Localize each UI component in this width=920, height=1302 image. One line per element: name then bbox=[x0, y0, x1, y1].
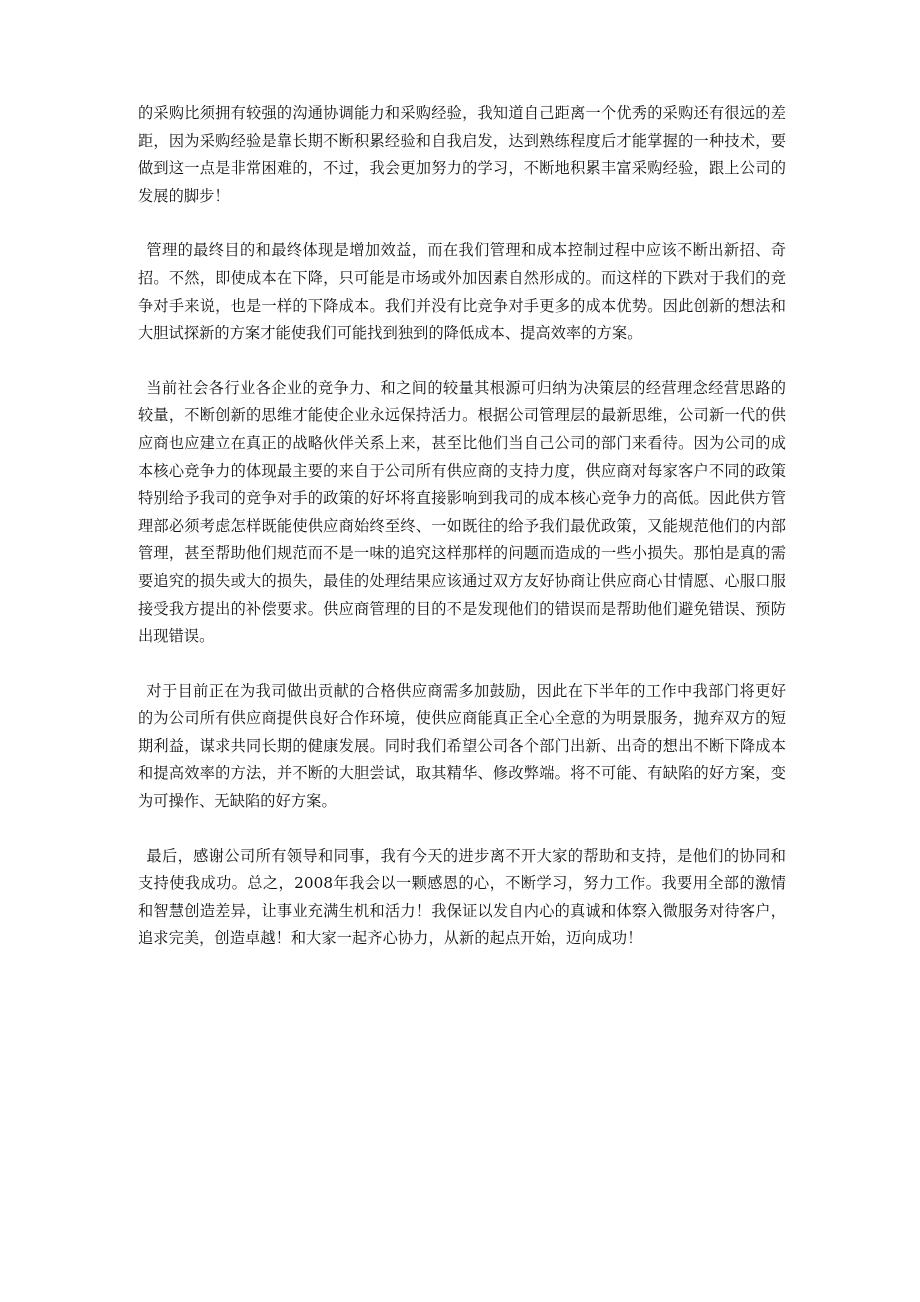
document-body bbox=[138, 100, 786, 980]
paragraph-1: 的采购比须拥有较强的沟通协调能力和采购经验，我知道自己距离一个优秀的采购还有很远的差距，因为采购经验是靠长期不断积累经验和自我启发，达到熟练程度后才能掌握的一种技术，要做到这一点是非常困难的，不过，我会更加努力的学习，不断地积累丰富采购经验，跟上公司的发展的脚步！ bbox=[138, 104, 786, 205]
paragraph-3: 当前社会各行业各企业的竞争力、和之间的较量其根源可归纳为决策层的经营理念经营思路的较量，不断创新的思维才能使企业永远保持活力。根据公司管理层的最新思维，公司新一代的供应商也应建立在真正的战略伙伴关系上来，甚至比他们当自己公司的部门来看待。因为公司的成本核心竞争力的体现最主要的来自于公司所有供应商的支持力度，供应商对每家客户不同的政策特别给予我司的竞争对手的政策的好坏将直接影响到我司的成本核心竞争力的高低。因此供方管理部必须考虑怎样既能使供应商始终至终、一如既往的给予我们最优政策，又能规范他们的内部管理，甚至帮助他们规范而不是一味的追究这样那样的问题而造成的一些小损失。那怕是真的需要追究的损失或大的损失，最佳的处理结果应该通过双方友好协商让供应商心甘情愿、心服口服接受我方提出的补偿要求。供应商管理的目的不是发现他们的错误而是帮助他们避免错误、预防出现错误。 bbox=[138, 378, 786, 646]
paragraph-5: 最后，感谢公司所有领导和同事，我有今天的进步离不开大家的帮助和支持，是他们的协同和支持使我成功。总之，2008年我会以一颗感恩的心，不断学习，努力工作。我要用全部的激情和智慧创造差异，让事业充满生机和活力！我保证以发自内心的真诚和体察入微服务对待客户，追求完美，创造卓越！和大家一起齐心协力，从新的起点开始，迈向成功！ bbox=[138, 846, 786, 948]
paragraph-2: 管理的最终目的和最终体现是增加效益，而在我们管理和成本控制过程中应该不断出新招、奇招。不然，即使成本在下降，只可能是市场或外加因素自然形成的。而这样的下跌对于我们的竞争对手来说，也是一样的下降成本。我们并没有比竞争对手更多的成本优势。因此创新的想法和大胆试探新的方案才能使我们可能找到独到的降低成本、提高效率的方案。 bbox=[138, 241, 786, 343]
paragraph-4: 对于目前正在为我司做出贡献的合格供应商需多加鼓励，因此在下半年的工作中我部门将更好的为公司所有供应商提供良好合作环境，使供应商能真正全心全意的为明景服务，抛弃双方的短期利益，谋求共同长期的健康发展。同时我们希望公司各个部门出新、出奇的想出不断下降成本和提高效率的方法，并不断的大胆尝试，取其精华、修改弊端。将不可能、有缺陷的好方案，变为可操作、无缺陷的好方案。 bbox=[138, 681, 786, 811]
